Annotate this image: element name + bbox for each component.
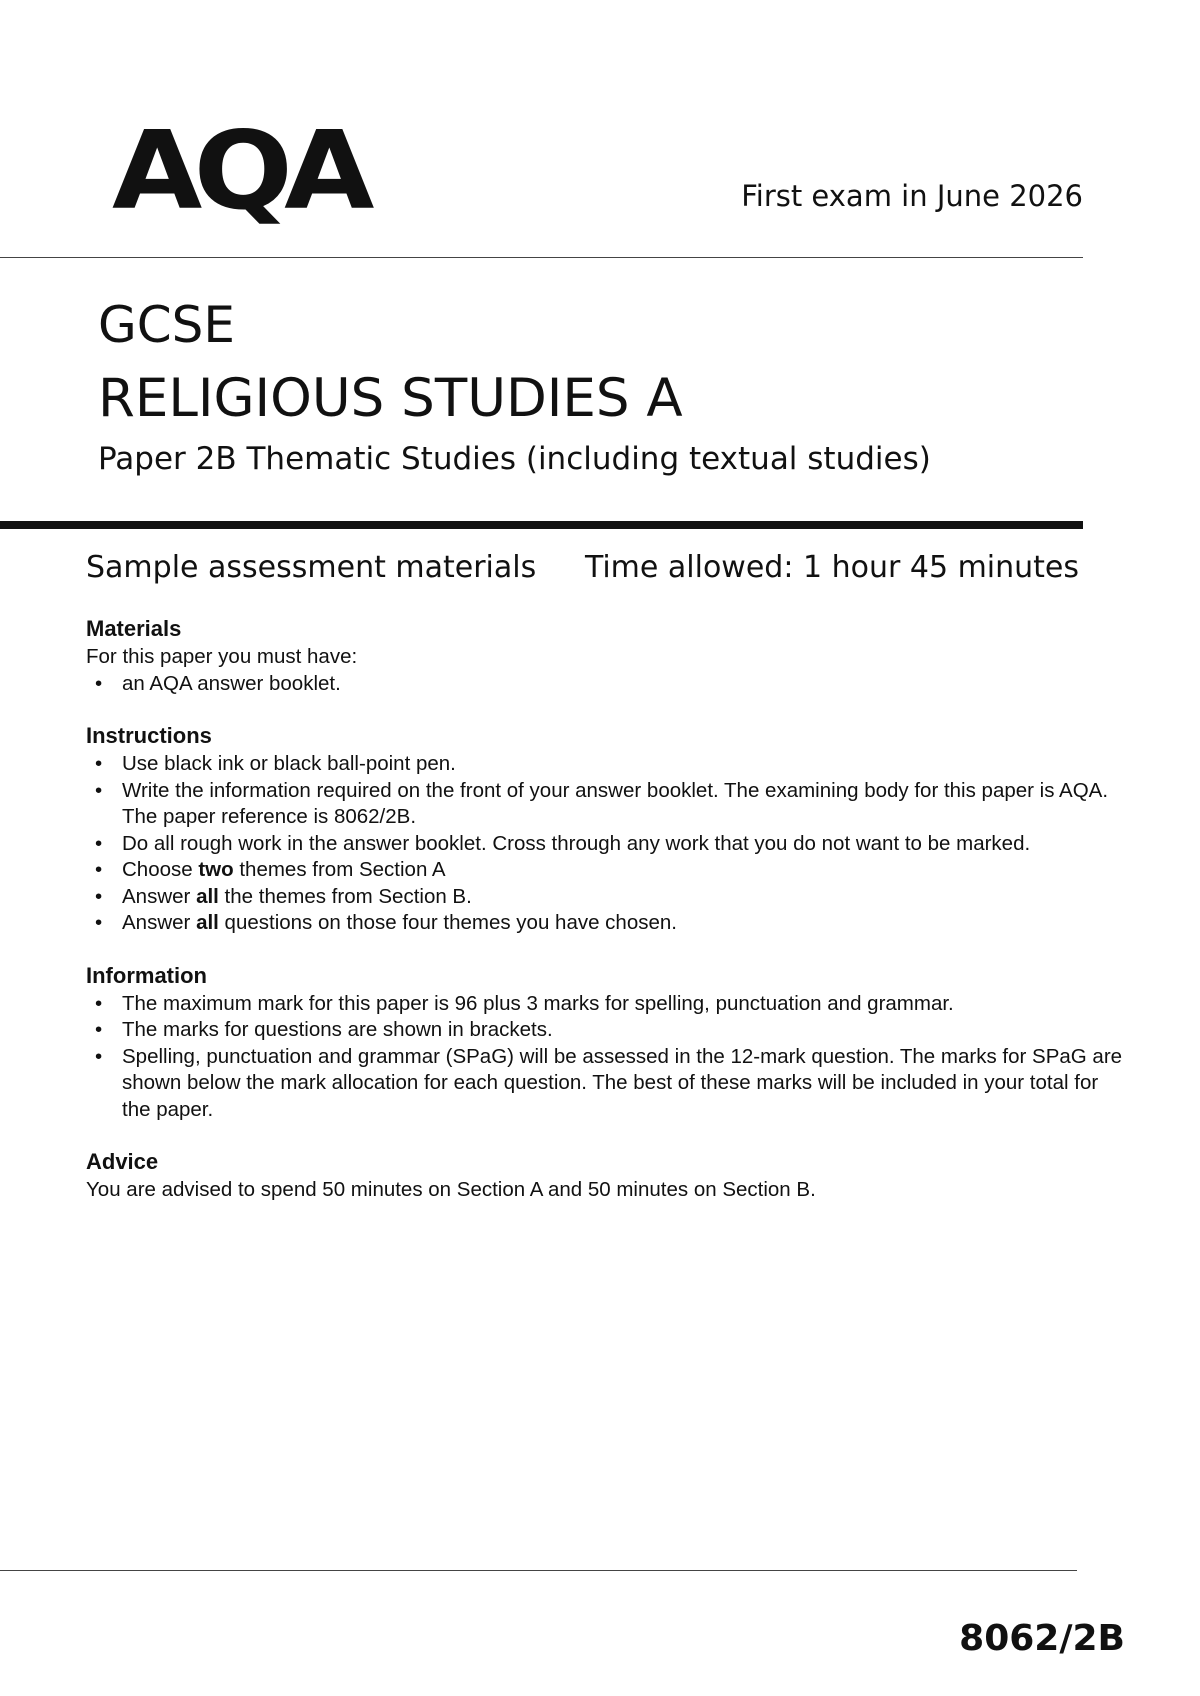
time-allowed: Time allowed: 1 hour 45 minutes (584, 550, 1079, 585)
title-divider (0, 521, 1083, 529)
list-item: • Do all rough work in the answer booklet. Cross through any work that you do not want to be marked. (86, 831, 1126, 858)
list-item (86, 857, 1126, 884)
list-item (86, 884, 1126, 911)
sample-materials-label: Sample assessment materials (86, 550, 537, 585)
instructions-heading: Instructions (86, 723, 212, 748)
aqa-logo: AQA (112, 109, 366, 234)
exam-instructions (86, 614, 1126, 1228)
materials-section (86, 614, 1126, 697)
qualification-title: GCSE (98, 296, 235, 354)
list-item (86, 910, 1126, 937)
list-item-text: Choose (122, 858, 199, 881)
paper-code: 8062/2B (959, 1618, 1125, 1659)
materials-list (86, 671, 1126, 698)
information-list (86, 991, 1126, 1124)
list-item: • The maximum mark for this paper is 96 plus 3 marks for spelling, punctuation and grammar. (86, 991, 1126, 1018)
list-item-text: questions on those four themes you have chosen. (218, 911, 677, 934)
list-item: • Spelling, punctuation and grammar (SPaG) will be assessed in the 12-mark question. The marks for SPaG are shown below the mark allocation for each question. The best of these marks will be included in your total for the paper. (86, 1044, 1126, 1124)
list-item-text: the themes from Section B. (218, 884, 472, 908)
materials-intro: For this paper you must have: (86, 645, 358, 668)
information-section (86, 961, 1126, 1124)
list-item-text: themes from Section A (233, 858, 446, 881)
list-item: • Write the information required on the front of your answer booklet. The examining body for this paper is AQA. The paper reference is 8062/2B. (86, 778, 1126, 831)
emphasis: two (198, 858, 234, 881)
list-item: • Use black ink or black ball-point pen. (86, 751, 1126, 778)
advice-text: You are advised to spend 50 minutes on Section A and 50 minutes on Section B. (86, 1178, 816, 1201)
emphasis: all (196, 884, 219, 908)
subject-title: RELIGIOUS STUDIES A (98, 368, 683, 429)
emphasis: all (196, 911, 219, 934)
instructions-section (86, 721, 1126, 937)
materials-heading: Materials (86, 616, 182, 641)
advice-heading: Advice (86, 1149, 159, 1174)
instructions-list (86, 751, 1126, 937)
paper-title: Paper 2B Thematic Studies (including textual studies) (98, 441, 931, 477)
first-exam-date: First exam in June 2026 (741, 179, 1083, 213)
information-heading: Information (86, 962, 207, 988)
list-item: • an AQA answer booklet. (86, 671, 1126, 698)
advice-section (86, 1147, 1126, 1204)
bottom-divider (0, 1570, 1077, 1571)
list-item-text: Answer (122, 911, 197, 934)
list-item-text: Answer (122, 884, 197, 908)
top-divider (0, 257, 1083, 258)
list-item: • The marks for questions are shown in brackets. (86, 1017, 1126, 1044)
